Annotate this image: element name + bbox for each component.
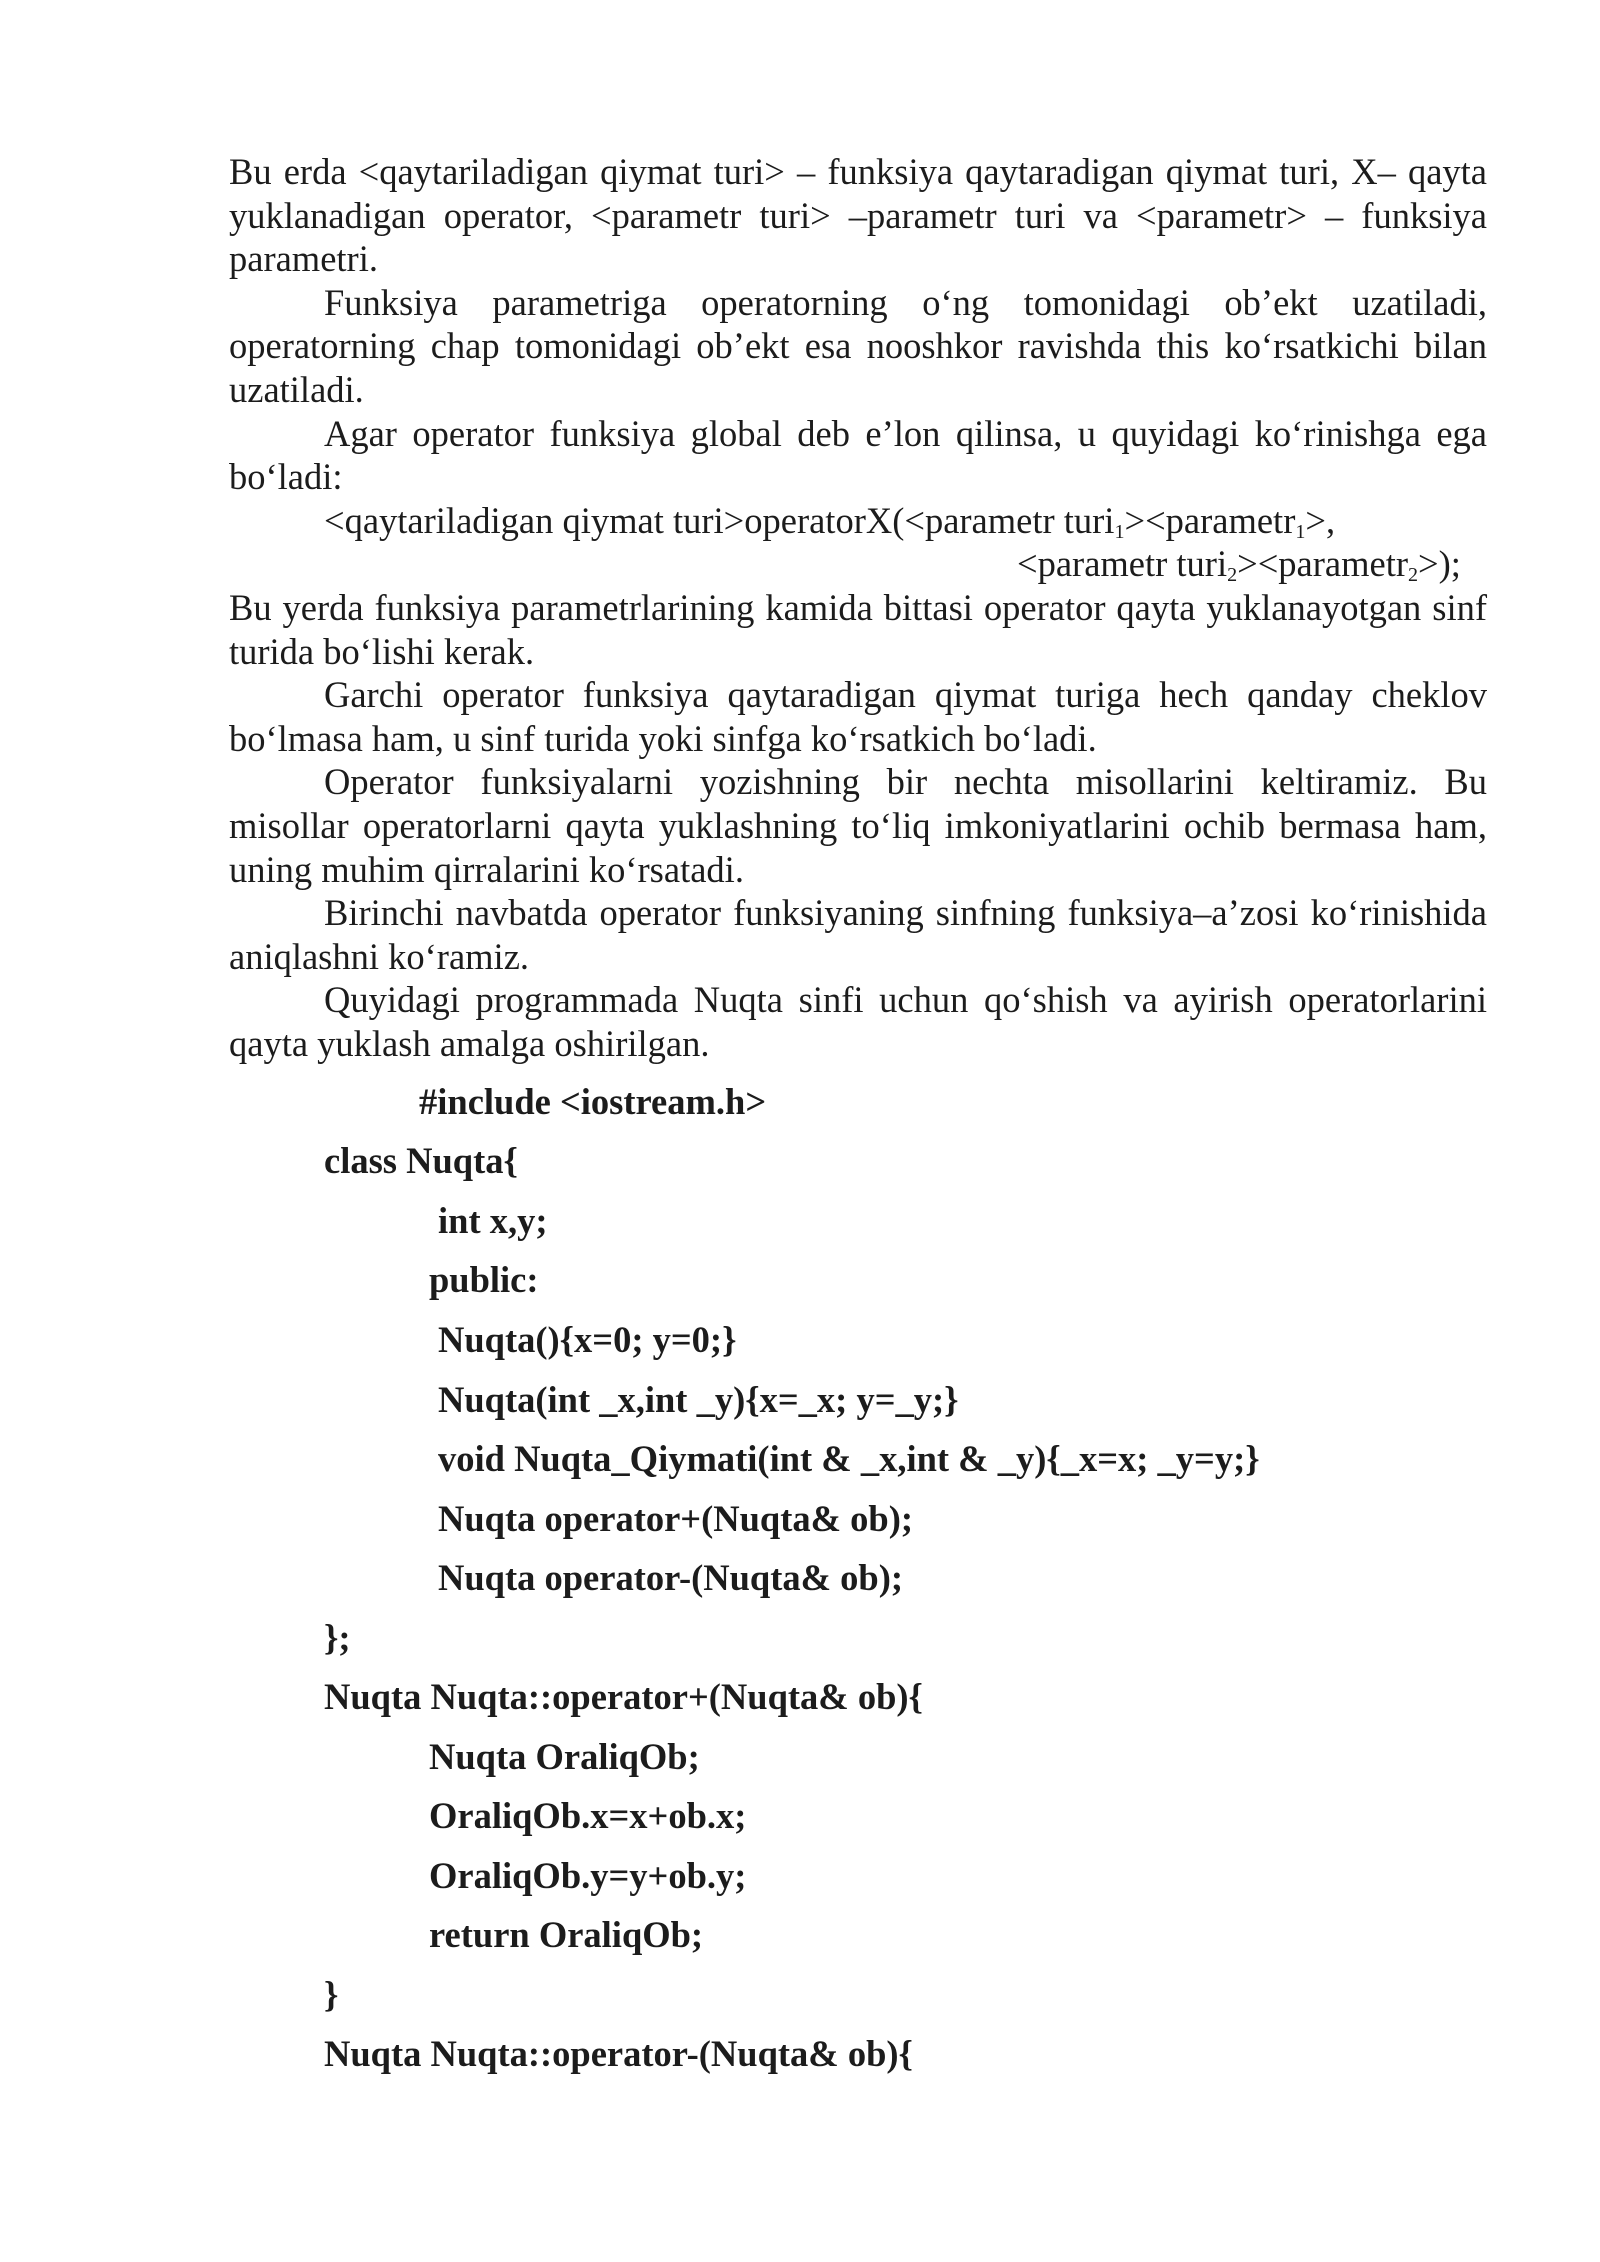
formula-subscript: 1 [1295, 520, 1306, 543]
paragraph-8: Quyidagi programmada Nuqta sinfi uchun qo‘shish va ayirish operatorlarini qayta yuklash amalga oshirilgan. [229, 979, 1487, 1064]
paragraph-3: Agar operator funksiya global deb e’lon qilinsa, u quyidagi ko‘rinishga ega bo‘ladi: [229, 412, 1487, 498]
formula-text: ><parametr [1237, 543, 1408, 585]
code-line: public: [429, 1259, 539, 1300]
code-line: }; [324, 1617, 351, 1658]
formula-text: <parametr turi [1017, 543, 1228, 585]
code-line: OraliqOb.x=x+ob.x; [429, 1795, 747, 1836]
code-line: Nuqta operator-(Nuqta& ob); [438, 1557, 904, 1598]
code-line: int x,y; [438, 1200, 548, 1241]
formula-subscript: 1 [1114, 520, 1125, 543]
paragraph-2: Funksiya parametriga operatorning o‘ng tomonidagi ob’ekt uzatiladi, operatorning chap tomonidagi ob’ekt esa nooshkor ravishda this ko‘rsatkichi bilan uzatiladi. [229, 281, 1487, 410]
code-line: void Nuqta_Qiymati(int & _x,int & _y){_x=x; _y=y;} [438, 1438, 1260, 1479]
paragraph-4: Bu yerda funksiya parametrlarining kamida bittasi operator qayta yuklanayotgan sinf turida bo‘lishi kerak. [229, 586, 1487, 672]
formula-text: ><parametr [1124, 499, 1296, 541]
code-line: Nuqta Nuqta::operator+(Nuqta& ob){ [324, 1676, 923, 1717]
formula-text: <qaytariladigan qiymat turi>operatorX(<parametr turi [324, 499, 1115, 541]
paragraph-1: Bu erda <qaytariladigan qiymat turi> – funksiya qaytaradigan qiymat turi, X– qayta yuklanadigan operator, <parametr turi> –parametr turi va <parametr> – funksiya parametri. [229, 151, 1487, 280]
formula-subscript: 2 [1408, 564, 1419, 587]
code-line: OraliqOb.y=y+ob.y; [429, 1855, 747, 1896]
paragraph-6: Operator funksiyalarni yozishning bir nechta misollarini keltiramiz. Bu misollar operatorlarni qayta yuklashning to‘liq imkoniyatlarini ochib bermasa ham, uning muhim qirralarini ko‘rsatadi. [229, 761, 1487, 890]
code-line: Nuqta(int _x,int _y){x=_x; y=_y;} [438, 1379, 959, 1420]
code-line: Nuqta(){x=0; y=0;} [438, 1319, 737, 1360]
formula-text: >, [1305, 499, 1336, 541]
formula-text: >); [1418, 543, 1461, 585]
code-line: Nuqta Nuqta::operator-(Nuqta& ob){ [324, 2033, 913, 2074]
code-line: #include <iostream.h> [419, 1081, 767, 1122]
code-line: Nuqta OraliqOb; [429, 1736, 700, 1777]
paragraph-7: Birinchi navbatda operator funksiyaning sinfning funksiya–a’zosi ko‘rinishida aniqlashni ko‘ramiz. [229, 892, 1487, 977]
code-line: } [324, 1974, 339, 2015]
body-text [229, 150, 1487, 1065]
code-line: Nuqta operator+(Nuqta& ob); [438, 1498, 913, 1539]
formula-line-1 [229, 499, 1487, 543]
formula-line-2 [229, 542, 1487, 586]
paragraph-5: Garchi operator funksiya qaytaradigan qiymat turiga hech qanday cheklov bo‘lmasa ham, u sinf turida yoki sinfga ko‘rsatkich bo‘ladi. [229, 674, 1487, 759]
formula-subscript: 2 [1227, 564, 1238, 587]
code-line: class Nuqta{ [324, 1140, 518, 1181]
code-line: return OraliqOb; [429, 1914, 704, 1955]
